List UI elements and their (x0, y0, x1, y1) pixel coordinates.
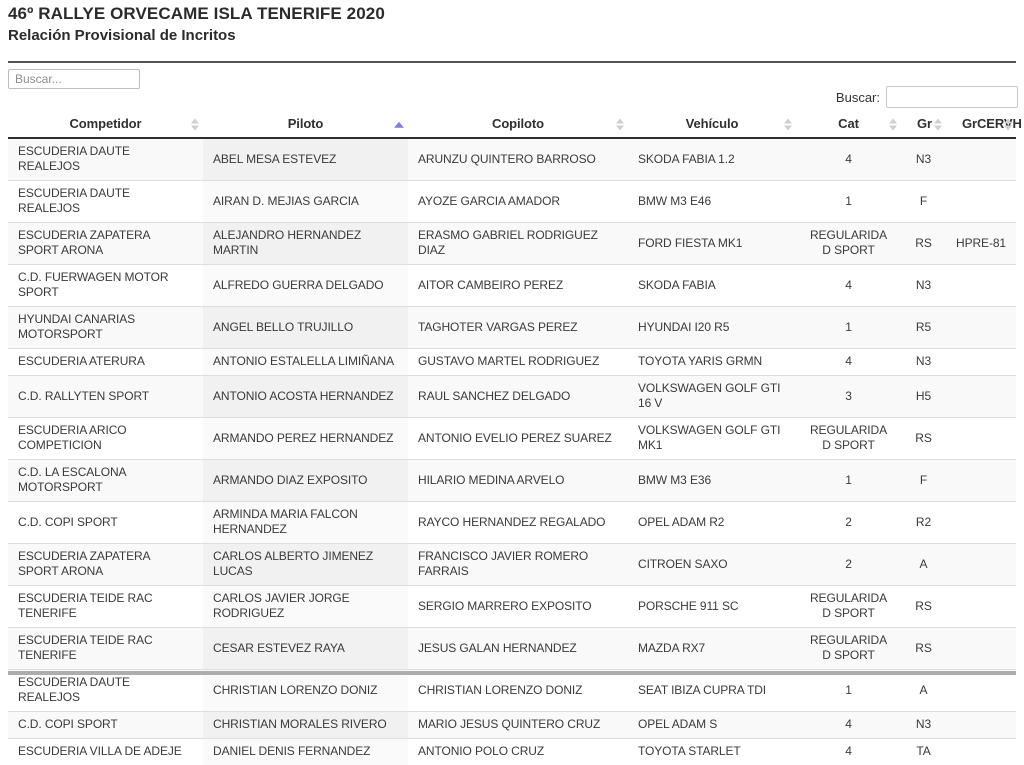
column-header-competidor[interactable] (8, 112, 203, 138)
cell-gr: RS (901, 628, 946, 670)
cell-grcervh (946, 544, 1016, 586)
cell-copiloto: RAUL SANCHEZ DELGADO (408, 376, 628, 418)
table-row (8, 586, 1016, 628)
cell-vehiculo: TOYOTA YARIS GRMN (628, 349, 796, 376)
cell-copiloto: ANTONIO POLO CRUZ (408, 739, 628, 765)
cell-vehiculo: TOYOTA STARLET (628, 739, 796, 765)
cell-piloto: AIRAN D. MEJIAS GARCIA (203, 181, 408, 223)
column-label: Competidor (70, 116, 142, 131)
table-row (8, 418, 1016, 460)
cell-gr: A (901, 544, 946, 586)
cell-copiloto: ERASMO GABRIEL RODRIGUEZ DIAZ (408, 223, 628, 265)
cell-grcervh (946, 376, 1016, 418)
cell-piloto: ANGEL BELLO TRUJILLO (203, 307, 408, 349)
column-label: GrCERVH (962, 116, 1022, 131)
table-row (8, 223, 1016, 265)
cell-copiloto: HILARIO MEDINA ARVELO (408, 460, 628, 502)
sort-asc-icon (394, 121, 404, 127)
cell-competidor: ESCUDERIA ATERURA (8, 349, 203, 376)
cell-vehiculo: VOLKSWAGEN GOLF GTI MK1 (628, 418, 796, 460)
cell-vehiculo: MAZDA RX7 (628, 628, 796, 670)
table-row (8, 349, 1016, 376)
cell-gr: F (901, 460, 946, 502)
column-header-copiloto[interactable] (408, 112, 628, 138)
cell-competidor: C.D. COPI SPORT (8, 712, 203, 739)
cell-piloto: ARMINDA MARIA FALCON HERNANDEZ (203, 502, 408, 544)
cell-cat: 4 (796, 265, 901, 307)
cell-competidor: C.D. COPI SPORT (8, 502, 203, 544)
column-header-cat[interactable] (796, 112, 901, 138)
cell-gr: N3 (901, 712, 946, 739)
cell-competidor: ESCUDERIA TEIDE RAC TENERIFE (8, 628, 203, 670)
cell-grcervh (946, 586, 1016, 628)
cell-copiloto: MARIO JESUS QUINTERO CRUZ (408, 712, 628, 739)
cell-gr: R5 (901, 307, 946, 349)
cell-piloto: ANTONIO ACOSTA HERNANDEZ (203, 376, 408, 418)
cell-piloto: ALFREDO GUERRA DELGADO (203, 265, 408, 307)
column-header-vehiculo[interactable] (628, 112, 796, 138)
cell-competidor: ESCUDERIA TEIDE RAC TENERIFE (8, 586, 203, 628)
cell-piloto: CHRISTIAN LORENZO DONIZ (203, 670, 408, 712)
cell-vehiculo: VOLKSWAGEN GOLF GTI 16 V (628, 376, 796, 418)
cell-cat: 3 (796, 376, 901, 418)
cell-piloto: ARMANDO DIAZ EXPOSITO (203, 460, 408, 502)
cell-cat: 1 (796, 307, 901, 349)
cell-piloto: CHRISTIAN MORALES RIVERO (203, 712, 408, 739)
cell-vehiculo: SEAT IBIZA CUPRA TDI (628, 670, 796, 712)
table-filter-input[interactable] (886, 86, 1018, 108)
column-label: Copiloto (492, 116, 544, 131)
cell-competidor: C.D. FUERWAGEN MOTOR SPORT (8, 265, 203, 307)
cell-gr: N3 (901, 265, 946, 307)
cell-competidor: ESCUDERIA ZAPATERA SPORT ARONA (8, 223, 203, 265)
cell-vehiculo: CITROEN SAXO (628, 544, 796, 586)
cell-competidor: HYUNDAI CANARIAS MOTORSPORT (8, 307, 203, 349)
cell-competidor: ESCUDERIA ARICO COMPETICION (8, 418, 203, 460)
cell-piloto: DANIEL DENIS FERNANDEZ (203, 739, 408, 765)
cell-cat: REGULARIDAD SPORT (796, 223, 901, 265)
table-filter (836, 86, 1018, 108)
cell-grcervh (946, 628, 1016, 670)
column-label: Gr (917, 116, 932, 131)
sort-icon (784, 118, 792, 130)
cell-competidor: ESCUDERIA DAUTE REALEJOS (8, 181, 203, 223)
table-row (8, 712, 1016, 739)
cell-grcervh (946, 502, 1016, 544)
cell-copiloto: CHRISTIAN LORENZO DONIZ (408, 670, 628, 712)
table-row (8, 502, 1016, 544)
table-row (8, 376, 1016, 418)
cell-copiloto: TAGHOTER VARGAS PEREZ (408, 307, 628, 349)
cell-grcervh (946, 138, 1016, 181)
cell-piloto: CARLOS ALBERTO JIMENEZ LUCAS (203, 544, 408, 586)
cell-vehiculo: PORSCHE 911 SC (628, 586, 796, 628)
cell-grcervh (946, 307, 1016, 349)
cell-competidor: C.D. RALLYTEN SPORT (8, 376, 203, 418)
cell-competidor: ESCUDERIA ZAPATERA SPORT ARONA (8, 544, 203, 586)
page-title: 46º RALLYE ORVECAME ISLA TENERIFE 2020 (8, 4, 385, 24)
search-input[interactable] (8, 69, 140, 89)
cell-competidor: ESCUDERIA DAUTE REALEJOS (8, 138, 203, 181)
cell-competidor: ESCUDERIA DAUTE REALEJOS (8, 670, 203, 712)
cell-grcervh (946, 460, 1016, 502)
top-divider (8, 61, 1016, 63)
cell-cat: 4 (796, 138, 901, 181)
cell-grcervh (946, 181, 1016, 223)
cell-vehiculo: BMW M3 E46 (628, 181, 796, 223)
cell-vehiculo: OPEL ADAM S (628, 712, 796, 739)
cell-copiloto: ANTONIO EVELIO PEREZ SUAREZ (408, 418, 628, 460)
table-row (8, 138, 1016, 181)
cell-piloto: CESAR ESTEVEZ RAYA (203, 628, 408, 670)
cell-vehiculo: BMW M3 E36 (628, 460, 796, 502)
column-label: Cat (838, 116, 859, 131)
cell-cat: 2 (796, 502, 901, 544)
column-label: Vehículo (686, 116, 739, 131)
cell-cat: 4 (796, 349, 901, 376)
sort-icon (1004, 118, 1012, 130)
cell-vehiculo: FORD FIESTA MK1 (628, 223, 796, 265)
cell-cat: 1 (796, 670, 901, 712)
cell-copiloto: RAYCO HERNANDEZ REGALADO (408, 502, 628, 544)
cell-grcervh (946, 418, 1016, 460)
cell-cat: 4 (796, 739, 901, 765)
cell-grcervh (946, 349, 1016, 376)
table-row (8, 181, 1016, 223)
cell-piloto: CARLOS JAVIER JORGE RODRIGUEZ (203, 586, 408, 628)
cell-grcervh: HPRE-81 (946, 223, 1016, 265)
column-header-piloto[interactable] (203, 112, 408, 138)
cell-gr: RS (901, 418, 946, 460)
cell-piloto: ANTONIO ESTALELLA LIMIÑANA (203, 349, 408, 376)
cell-gr: A (901, 670, 946, 712)
cell-copiloto: SERGIO MARRERO EXPOSITO (408, 586, 628, 628)
page-subtitle: Relación Provisional de Incritos (8, 27, 236, 44)
table-header (8, 112, 1016, 138)
column-header-gr[interactable] (901, 112, 946, 138)
cell-vehiculo: SKODA FABIA (628, 265, 796, 307)
cell-grcervh (946, 712, 1016, 739)
table-row (8, 739, 1016, 765)
sort-icon (934, 118, 942, 130)
cell-piloto: ABEL MESA ESTEVEZ (203, 138, 408, 181)
cell-cat: 1 (796, 460, 901, 502)
cell-copiloto: JESUS GALAN HERNANDEZ (408, 628, 628, 670)
column-header-grcervh[interactable] (946, 112, 1016, 138)
cell-copiloto: GUSTAVO MARTEL RODRIGUEZ (408, 349, 628, 376)
cell-vehiculo: HYUNDAI I20 R5 (628, 307, 796, 349)
cell-vehiculo: OPEL ADAM R2 (628, 502, 796, 544)
cell-copiloto: AITOR CAMBEIRO PEREZ (408, 265, 628, 307)
cell-cat: REGULARIDAD SPORT (796, 418, 901, 460)
cell-piloto: ALEJANDRO HERNANDEZ MARTIN (203, 223, 408, 265)
table-row (8, 544, 1016, 586)
column-label: Piloto (288, 116, 324, 131)
table-row (8, 307, 1016, 349)
cell-cat: 2 (796, 544, 901, 586)
cell-gr: RS (901, 586, 946, 628)
cell-cat: 1 (796, 181, 901, 223)
cell-gr: F (901, 181, 946, 223)
sort-icon (191, 118, 199, 130)
cell-gr: N3 (901, 349, 946, 376)
sort-icon (889, 118, 897, 130)
cell-copiloto: AYOZE GARCIA AMADOR (408, 181, 628, 223)
table-filter-label: Buscar: (836, 90, 880, 105)
table-row (8, 628, 1016, 670)
cell-cat: REGULARIDAD SPORT (796, 628, 901, 670)
cell-vehiculo: SKODA FABIA 1.2 (628, 138, 796, 181)
cell-competidor: C.D. LA ESCALONA MOTORSPORT (8, 460, 203, 502)
sort-icon (616, 118, 624, 130)
cell-gr: RS (901, 223, 946, 265)
cell-gr: N3 (901, 138, 946, 181)
cell-grcervh (946, 265, 1016, 307)
bottom-divider (8, 671, 1016, 675)
cell-gr: H5 (901, 376, 946, 418)
cell-piloto: ARMANDO PEREZ HERNANDEZ (203, 418, 408, 460)
cell-competidor: ESCUDERIA VILLA DE ADEJE (8, 739, 203, 765)
cell-gr: TA (901, 739, 946, 765)
table-row (8, 460, 1016, 502)
cell-cat: 4 (796, 712, 901, 739)
cell-copiloto: FRANCISCO JAVIER ROMERO FARRAIS (408, 544, 628, 586)
table-row (8, 265, 1016, 307)
cell-copiloto: ARUNZU QUINTERO BARROSO (408, 138, 628, 181)
cell-cat: REGULARIDAD SPORT (796, 586, 901, 628)
cell-gr: R2 (901, 502, 946, 544)
cell-grcervh (946, 739, 1016, 765)
entries-table (8, 112, 1016, 765)
